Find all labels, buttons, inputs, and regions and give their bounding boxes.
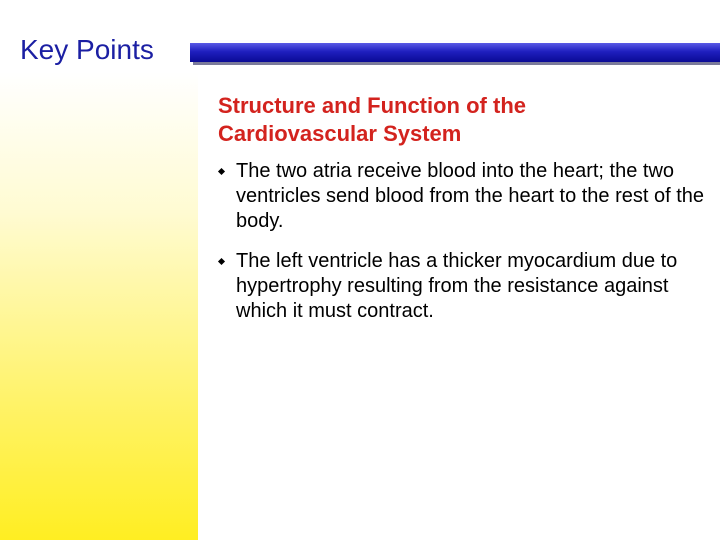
section-heading: Structure and Function of the Cardiovascular System bbox=[218, 93, 526, 146]
header-bar-shadow bbox=[193, 62, 720, 65]
side-gradient-panel bbox=[0, 72, 198, 540]
diamond-bullet-icon bbox=[218, 258, 225, 265]
bullet-point bbox=[218, 159, 708, 234]
header-bar bbox=[190, 43, 720, 62]
bullet-point-text: The left ventricle has a thicker myocardium due to hypertrophy resulting from the resistance against which it must contract. bbox=[236, 250, 678, 322]
diamond-bullet-icon bbox=[218, 168, 225, 175]
bullet-point bbox=[218, 249, 708, 324]
slide-header-title: Key Points bbox=[20, 34, 154, 65]
slide-content bbox=[218, 92, 708, 339]
bullet-point-text: The two atria receive blood into the heart; the two ventricles send blood from the heart to the rest of the body. bbox=[236, 160, 705, 232]
